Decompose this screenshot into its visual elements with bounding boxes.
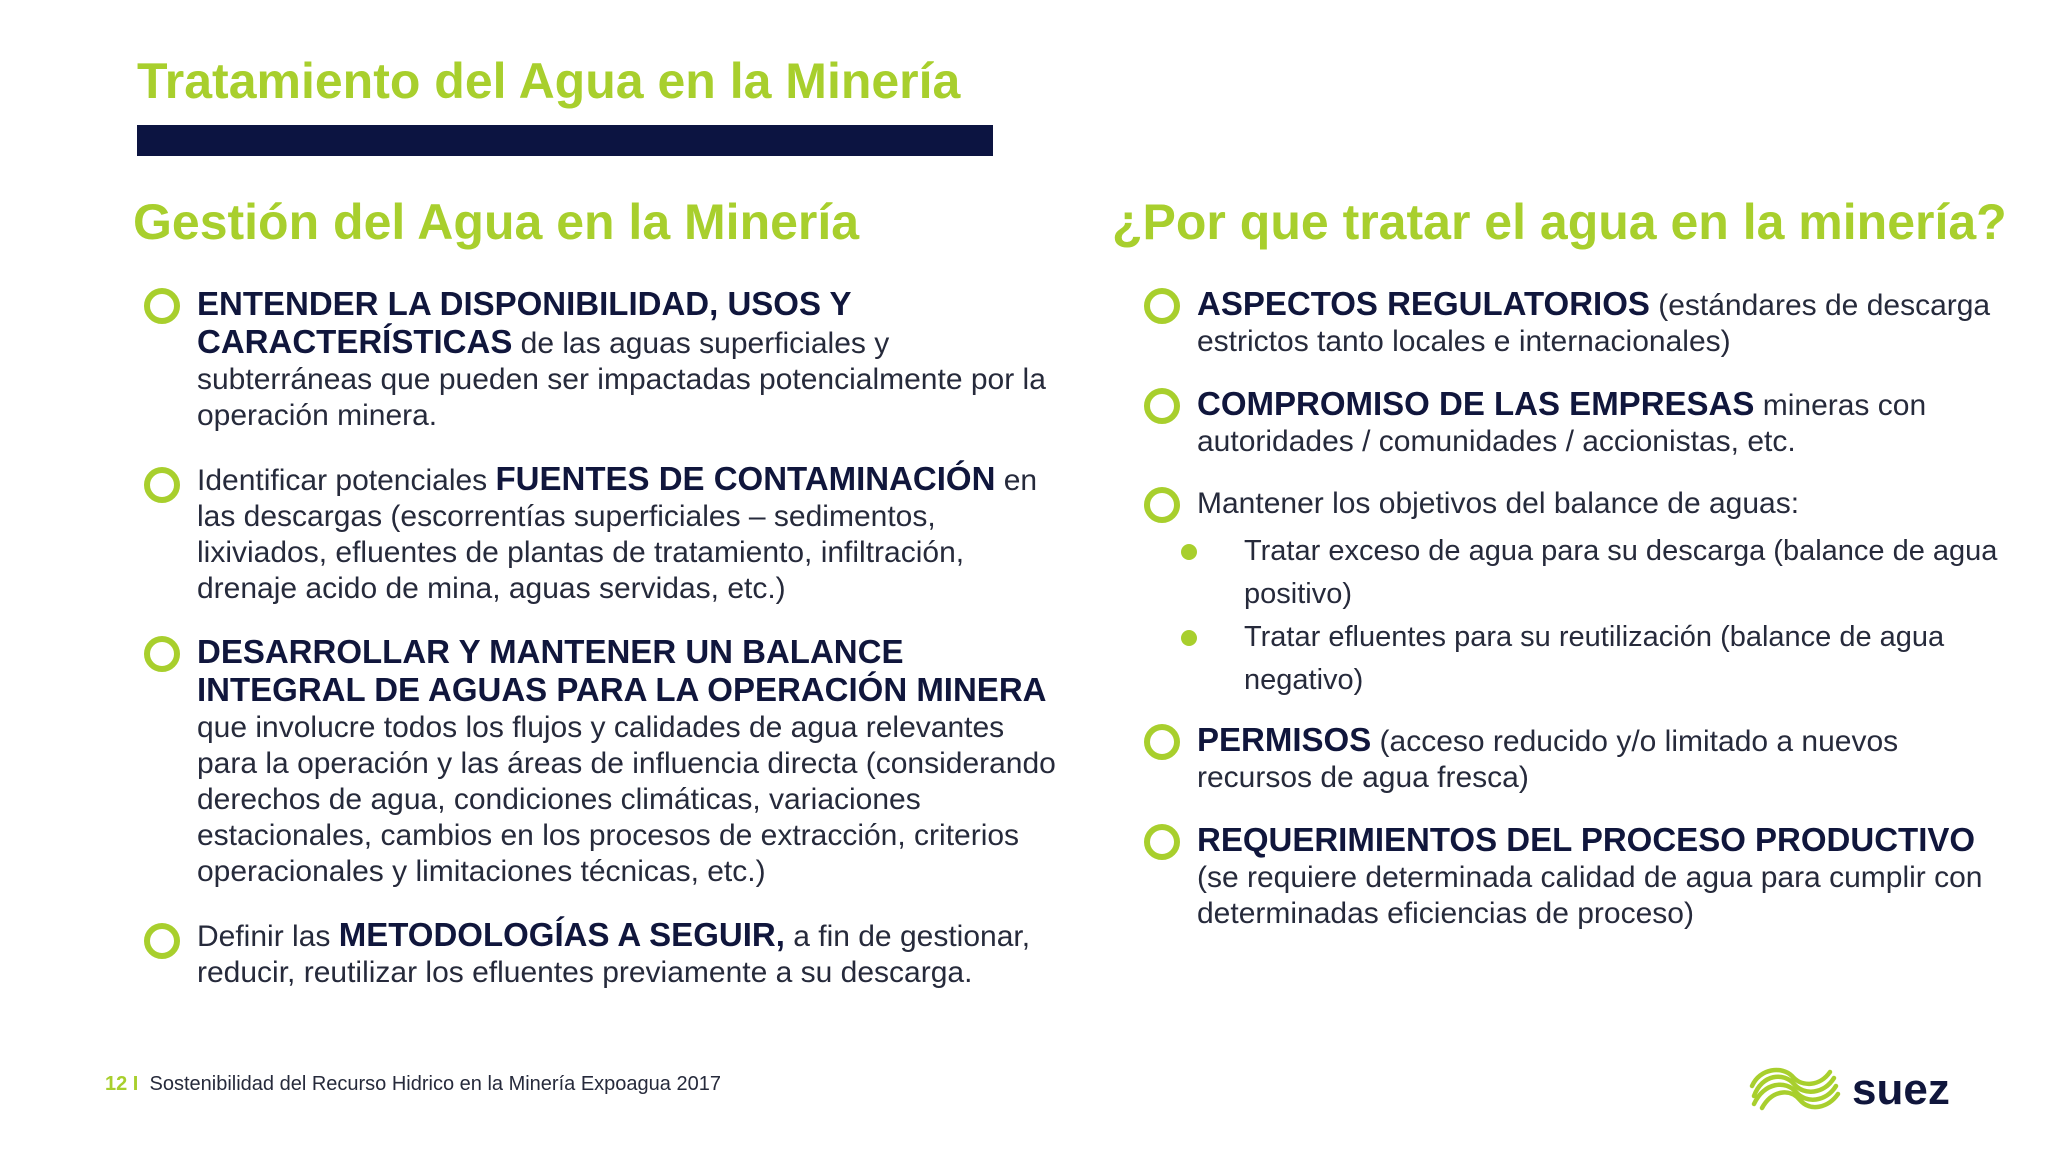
item-bold-text: ENTENDER LA DISPONIBILIDAD, USOS Y CARACTERÍSTICAS: [197, 285, 851, 360]
sub-item-text: Tratar exceso de agua para su descarga: [1244, 535, 1774, 567]
ring-bullet-icon: [1144, 487, 1180, 523]
logo-text: suez: [1852, 1065, 1950, 1114]
item-text: Mantener los objetivos del balance de aguas:: [1197, 487, 1800, 520]
item-pre-text: Definir las: [197, 920, 339, 953]
right-list: [1137, 286, 2017, 932]
logo-swirl-icon: [1752, 1070, 1838, 1108]
dot-bullet-icon: [1181, 544, 1197, 560]
ring-bullet-icon: [1144, 824, 1180, 860]
list-item: [137, 461, 1057, 607]
dot-bullet-icon: [1181, 630, 1197, 646]
ring-bullet-icon: [144, 923, 180, 959]
right-heading: ¿Por que tratar el agua en la minería?: [1112, 194, 2007, 250]
page-number: 12 I: [105, 1073, 139, 1095]
sub-list-item: [1181, 616, 2017, 702]
item-bold-text: DESARROLLAR Y MANTENER UN BALANCE INTEGRAL DE AGUAS PARA LA OPERACIÓN MINERA: [197, 633, 1047, 708]
suez-logo: [1748, 1062, 2000, 1114]
item-text: (estándares de descarga estrictos tanto locales e internacionales): [1197, 289, 1991, 358]
footer-text: Sostenibilidad del Recurso Hidrico en la Minería Expoagua 2017: [149, 1073, 721, 1095]
item-text: a fin de gestionar, reducir, reutilizar los efluentes previamente a su descarga.: [197, 920, 1031, 989]
sub-item-text: Tratar efluentes para su reutilización: [1244, 621, 1721, 653]
item-text: (se requiere determinada calidad de agua para cumplir con determinadas eficiencias de proceso): [1197, 861, 1983, 930]
list-item: [1137, 286, 2017, 360]
left-list: [137, 286, 1057, 991]
ring-bullet-icon: [144, 636, 180, 672]
sub-list: [1137, 530, 2017, 702]
item-bold-text: ASPECTOS REGULATORIOS: [1197, 285, 1650, 322]
ring-bullet-icon: [1144, 388, 1180, 424]
item-bold-text: FUENTES DE CONTAMINACIÓN: [495, 460, 996, 497]
item-pre-text: Identificar potenciales: [197, 464, 496, 497]
sub-item-bold-text: (balance de agua negativo): [1244, 621, 1945, 696]
left-heading: Gestión del Agua en la Minería: [133, 194, 860, 250]
ring-bullet-icon: [1144, 724, 1180, 760]
item-text: mineras con autoridades / comunidades / accionistas, etc.: [1197, 389, 1927, 458]
list-item: [1137, 486, 2017, 522]
list-item: [1137, 386, 2017, 460]
item-text: de las aguas superficiales y subterráneas que pueden ser impactadas potencialmente por la operación minera.: [197, 327, 1046, 432]
sub-item-bold-text: (balance de agua positivo): [1244, 535, 1998, 610]
title-underline-bar: [137, 125, 993, 156]
item-bold-text: REQUERIMIENTOS DEL PROCESO PRODUCTIVO: [1197, 821, 1976, 858]
item-bold-text: PERMISOS: [1197, 721, 1372, 758]
ring-bullet-icon: [144, 288, 180, 324]
sub-list-item: [1181, 530, 2017, 616]
footer: [105, 1073, 721, 1096]
item-bold-text: METODOLOGÍAS A SEGUIR,: [338, 916, 785, 953]
item-bold-text: COMPROMISO DE LAS EMPRESAS: [1197, 385, 1755, 422]
item-text: que involucre todos los flujos y calidades de agua relevantes para la operación y las áreas de influencia directa (considerando derechos de agua, condiciones climáticas, variaciones estacionales, cambios en los procesos de extracción, criterios operacionales y limitaciones técnicas, etc.): [197, 711, 1056, 888]
ring-bullet-icon: [144, 467, 180, 503]
list-item: [1137, 722, 2017, 796]
list-item: [137, 917, 1057, 991]
item-text: (acceso reducido y/o limitado a nuevos recursos de agua fresca): [1197, 725, 1899, 794]
slide-title: Tratamiento del Agua en la Minería: [137, 53, 961, 109]
ring-bullet-icon: [1144, 288, 1180, 324]
list-item: [1137, 822, 2017, 932]
list-item: [137, 634, 1057, 890]
item-text: en las descargas (escorrentías superficiales – sedimentos, lixiviados, efluentes de plantas de tratamiento, infiltración, drenaje acido de mina, aguas servidas, etc.): [197, 464, 1038, 605]
list-item: [137, 286, 1057, 434]
